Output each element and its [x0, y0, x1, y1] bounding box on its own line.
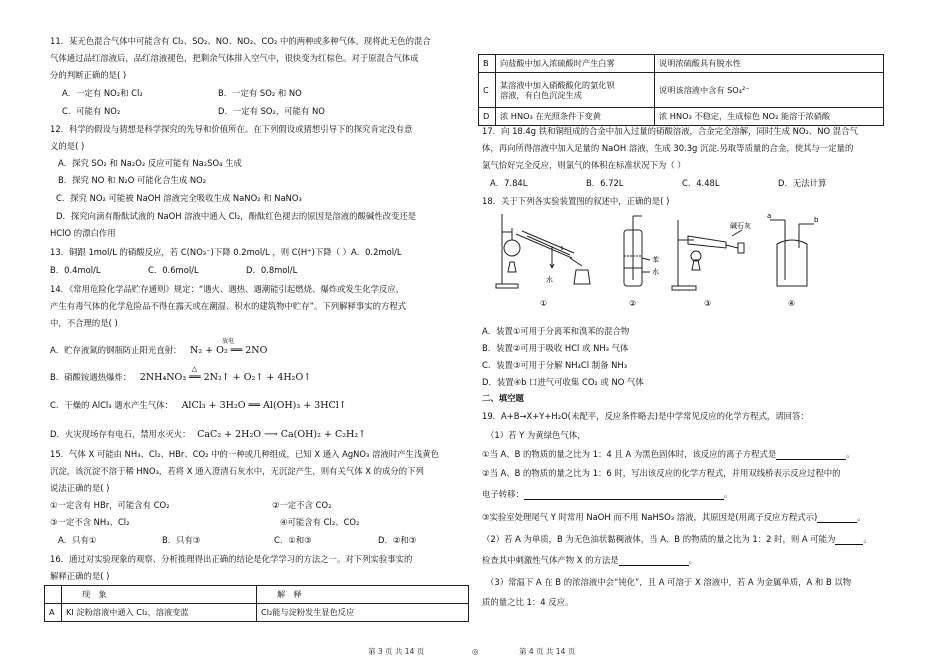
- q15-statement-2: ②一定不含 CO₂: [272, 500, 332, 510]
- q15-option-b: B．只有③: [162, 535, 201, 545]
- table-row: D 浓 HNO₃ 在光照条件下变黄 浓 HNO₃ 不稳定，生成棕色 NO₂ 能溶于浓硝酸: [479, 108, 884, 126]
- q14-option-a: A．贮存液氮的钢瓶防止阳光直射： N₂ + O₂ ══ 2NO 放电: [50, 338, 268, 356]
- q14-line: 产生有毒气体的化学危险品不得在露天或在潮湿、积水的建筑物中贮存”。下列解释事实的方程式: [50, 301, 407, 311]
- label-port-a: a: [767, 212, 772, 220]
- q16-table-part1: [44, 585, 469, 622]
- apparatus-1-distillation: [496, 214, 590, 288]
- q14-option-d: D．火灾现场存有电石，禁用水灭火： CaC₂ + 2H₂O ⟶ Ca(OH)₂ + C₂H₂↑: [50, 429, 367, 440]
- q11-option-d: D．一定有 SO₂，可能有 NO: [218, 106, 325, 116]
- q12-option-a: A．探究 SO₂ 和 Na₂O₂ 反应可能有 Na₂SO₄ 生成: [58, 158, 242, 168]
- q16-row-c-phenomenon: 某溶液中加入硝酸酸化的氯化钡 溶液，有白色沉淀生成: [496, 73, 655, 108]
- page-divider-mark: ◎: [472, 647, 479, 656]
- q13-option-d: D．0.8mol/L: [246, 265, 298, 275]
- q11-option-b: B．一定有 SO₂ 和 NO: [218, 88, 302, 98]
- answer-blank[interactable]: [524, 491, 724, 500]
- q19-line: （2）若 A 为单质，B 为无色油状黏稠液体，当 A、B 的物质的量之比为 1：2 时，则 A 可能为 。: [482, 534, 872, 544]
- q12-option-c: C．探究 NO₂ 可能被 NaOH 溶液完全吸收生成 NaNO₂ 和 NaNO₃: [56, 193, 302, 203]
- q14-line: 14．《常用危险化学品贮存通则》规定：“遇火、遇热、遇潮能引起燃烧、爆炸或发生化学反应，: [50, 284, 405, 294]
- q19-line: ③实验室处理尾气 Y 时常用 NaOH 而不用 NaHSO₃ 溶液，其原因是(用离子反应方程式示) 。: [482, 512, 866, 522]
- q19-line: （1）若 Y 为黄绿色气体，: [486, 430, 586, 440]
- apparatus-4-gas-bottle: [770, 220, 814, 286]
- q18-option-c: C．装置③可用于分解 NH₄Cl 制备 NH₃: [482, 360, 628, 370]
- q16-line: 解释正确的是( ): [50, 571, 110, 581]
- q14-option-c: C．干燥的 AlCl₃ 遇水产生气体： AlCl₃ + 3H₂O ══ Al(OH)₃ + 3HCl↑: [50, 400, 347, 411]
- q16-table-part2: [478, 54, 884, 126]
- q16-line: 16．通过对实验现象的观察、分析推理得出正确的结论是化学学习的方法之一。对下列实验事实的: [50, 554, 413, 564]
- q15-statement-1: ①一定含有 HBr，可能含有 CO₂: [50, 500, 170, 510]
- q17-option-a: A．7.84L: [490, 178, 528, 188]
- q19-line: ①当 A、B 的物质的量之比为 1：4 且 A 为黑色固体时，该反应的离子方程式是 。: [482, 449, 855, 459]
- table-row: B 向盐酸中加入浓硫酸时产生白雾 说明浓硫酸具有脱水性: [479, 55, 884, 73]
- q13-option-c: C．0.6mol/L: [148, 265, 199, 275]
- q19-line: （3）常温下 A 在 B 的浓溶液中会“钝化”，且 A 可溶于 X 溶液中，若 A 为金属单质，A 和 B 以物: [486, 577, 852, 587]
- page-number-left: 第 3 页 共 14 页: [368, 647, 425, 656]
- q17-line: 17．向 18.4g 铁和铜组成的合金中加入过量的硝酸溶液，合金完全溶解，同时生成 NO₂、NO 混合气: [482, 126, 858, 136]
- q19-line: 质的量之比 1：4 反应。: [482, 597, 574, 607]
- q15-statement-3: ③一定不含 NH₃、Cl₂: [50, 517, 130, 527]
- apparatus-2-absorption: [624, 216, 650, 286]
- q15-option-c: C．①和③: [274, 535, 312, 545]
- label-apparatus-3: ③: [704, 299, 712, 308]
- q15-statement-4: ④可能含有 Cl₂、CO₂: [280, 517, 360, 527]
- q15-option-a: A．只有①: [58, 535, 97, 545]
- q17-option-c: C．4.48L: [682, 178, 720, 188]
- q12-line: 12．科学的假设与猜想是科学探究的先导和价值所在。在下列假设或猜想引导下的探究肯定没有意: [50, 124, 413, 134]
- q11-option-a: A．一定有 NO₂和 Cl₂: [62, 88, 143, 98]
- q15-option-d: D．②和③: [378, 535, 417, 545]
- label-apparatus-2: ②: [629, 299, 637, 308]
- q18-line: 18．关于下列各实验装置图的叙述中，正确的是( ): [482, 196, 670, 206]
- q18-option-a: A．装置①可用于分离苯和溴苯的混合物: [482, 326, 630, 336]
- table-header-phenomenon: 现 象: [62, 586, 257, 604]
- q15-line: 沉淀，该沉淀不溶于稀 HNO₃，若将 X 通入澄清石灰水中，无沉淀产生，则有关气体 X 的成分的下列: [50, 466, 424, 476]
- q17-option-b: B．6.72L: [586, 178, 624, 188]
- right-column: [482, 0, 902, 671]
- apparatus-3-heating: [672, 220, 744, 290]
- q14-formula-a: N₂ + O₂ ══ 2NO 放电: [190, 338, 268, 356]
- q14-option-b: B．硝酸铵遇热爆炸： 2NH₄NO₃ ══ 2N₂↑ + O₂↑ + 4H₂O↑ △: [50, 365, 312, 383]
- answer-blank[interactable]: [817, 514, 857, 523]
- q12-option-d: D．探究向滴有酚酞试液的 NaOH 溶液中通入 Cl₂，酚酞红色褪去的原因是溶液的酸碱性改变还是: [56, 211, 417, 221]
- label-benzene: 苯: [652, 256, 659, 264]
- q14-formula-d: CaC₂ + 2H₂O ⟶ Ca(OH)₂ + C₂H₂↑: [197, 429, 367, 440]
- table-header-explanation: 解 释: [257, 586, 469, 604]
- q18-option-d: D．装置④b 口进气可收集 CO₂ 或 NO 气体: [482, 377, 644, 387]
- q14-formula-c: AlCl₃ + 3H₂O ══ Al(OH)₃ + 3HCl↑: [181, 400, 347, 411]
- table-row: A KI 淀粉溶液中通入 Cl₂，溶液变蓝 Cl₂能与淀粉发生显色反应: [45, 604, 469, 622]
- answer-blank[interactable]: [619, 557, 689, 566]
- q14-formula-b: 2NH₄NO₃ ══ 2N₂↑ + O₂↑ + 4H₂O↑ △: [139, 365, 312, 383]
- label-water-in: 水: [546, 276, 553, 284]
- label-water: 水: [652, 268, 659, 276]
- q12-line: 义的是( ): [50, 141, 85, 151]
- q11-option-c: C．可能有 NO₂: [62, 106, 121, 116]
- table-row: C 某溶液中加入硝酸酸化的氯化钡 溶液，有白色沉淀生成 说明该溶液中含有 SO₄²⁻: [479, 73, 884, 108]
- q17-line: 体，再向所得溶液中加入足量的 NaOH 溶液，生成 30.3g 沉淀.另取等质量的合金，使其与一定量的: [482, 143, 854, 153]
- label-apparatus-4: ④: [788, 299, 796, 308]
- q12-option-b: B．探究 NO 和 N₂O 可能化合生成 NO₂: [58, 175, 207, 185]
- q15-line: 15．气体 X 可能由 NH₃、Cl₂、HBr、CO₂ 中的一种或几种组成，已知 X 通入 AgNO₃ 溶液时产生浅黄色: [50, 449, 440, 459]
- left-column: [50, 0, 470, 671]
- q19-line: 检查其中刺激性气体产物 X 的方法是 。: [482, 555, 698, 565]
- q11-line: 11．某无色混合气体中可能含有 Cl₂、SO₂、NO、NO₂、CO₂ 中的两种或多种气体。现将此无色的混合: [50, 36, 431, 46]
- q17-line: 氯气恰好完全反应，则氯气的体积在标准状况下为（ ）: [482, 160, 686, 170]
- label-port-b: b: [814, 216, 819, 224]
- label-soda-lime: 碱石灰: [730, 222, 751, 230]
- answer-blank[interactable]: [835, 536, 863, 545]
- q11-line: 分的判断正确的是( ): [50, 70, 127, 80]
- apparatus-figure: [492, 210, 822, 316]
- q19-line: 19．A+B→X+Y+H₂O(未配平，反应条件略去)是中学常见反应的化学方程式，请回答：: [482, 411, 809, 421]
- page-number-right: 第 4 页 共 14 页: [519, 647, 576, 656]
- q18-option-b: B．装置②可用于吸收 HCl 或 NH₃ 气体: [482, 343, 629, 353]
- q14-line: 中，不合理的是( ): [50, 318, 118, 328]
- label-apparatus-1: ①: [540, 299, 548, 308]
- q19-line: ②当 A、B 的物质的量之比为 1：6 时，写出该反应的化学方程式，并用双线桥表示反应过程中的: [482, 468, 841, 478]
- q15-line: 说法正确的是( ): [50, 483, 110, 493]
- q13-line: 13．铜跟 1mol/L 的硝酸反应，若 C(NO₃⁻)下降 0.2mol/L ，则 C(H⁺)下降（ ）A．0.2mol/L: [50, 247, 402, 257]
- q17-option-d: D．无法计算: [778, 178, 827, 188]
- section-title: 二、填空题: [482, 393, 524, 403]
- table-header-row: [45, 586, 469, 604]
- q11-line: 气体通过品红溶液后，品红溶液褪色，把剩余气体排入空气中，很快变为红棕色。对于原混合气体成: [50, 53, 419, 63]
- q19-line: 电子转移： 。: [482, 489, 733, 499]
- answer-blank[interactable]: [776, 451, 846, 460]
- q12-line: HClO 的漂白作用: [50, 228, 116, 238]
- q13-option-b: B．0.4mol/L: [50, 265, 101, 275]
